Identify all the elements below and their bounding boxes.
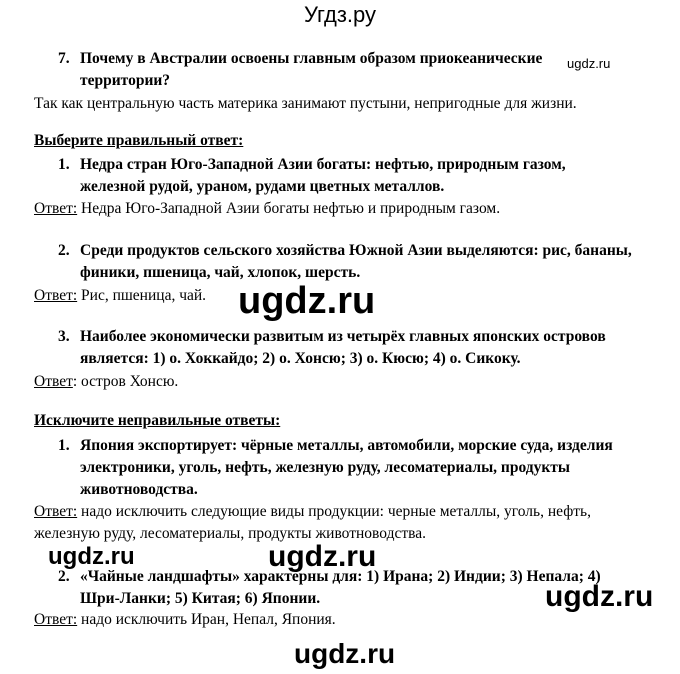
watermark: ugdz.ru [268,540,377,573]
question-text: «Чайные ландшафты» характерны для: 1) Ирана; 2) Индии; 3) Непала; 4) [80,568,601,585]
section-heading-choose: Выберите правильный ответ: [34,132,244,149]
watermark: ugdz.ru [238,280,376,322]
choose-answer-1 [34,198,500,220]
section-heading-exclude: Исключите неправильные ответы: [34,412,281,429]
question-number: 2. [58,568,70,585]
answer-text-line: железную руду, лесоматериалы, продукты животноводства. [34,525,426,542]
question-number: 2. [58,242,70,259]
question-text-line: является: 1) о. Хоккайдо; 2) о. Хонсю; 3) о. Кюсю; 4) о. Сикоку. [80,350,521,367]
choose-answer-3 [34,371,178,393]
answer-label: Ответ: [34,200,78,217]
exclude-question-1 [58,435,613,457]
watermark: ugdz.ru [48,543,135,570]
question-7 [58,48,542,70]
site-title[interactable]: Угдз.ру [303,2,377,27]
question-text-line: железной рудой, ураном, рудами цветных металлов. [80,178,445,195]
question-number: 1. [58,437,70,454]
question-7-line2: территории? [80,72,171,89]
question-text-line: животноводства. [80,481,198,498]
question-text: Недра стран Юго-Западной Азии богаты: нефтью, природным газом, [80,156,566,173]
answer-label: Ответ: [34,287,78,304]
choose-question-1 [58,154,566,176]
answer-text: надо исключить Иран, Непал, Япония. [77,611,336,628]
exclude-question-2 [58,566,601,588]
choose-question-3 [58,326,606,348]
exclude-answer-1 [34,501,591,523]
choose-answer-2 [34,285,206,307]
question-text-line: электроники, уголь, нефть, железную руду, лесоматериалы, продукты [80,459,571,476]
answer-text: надо исключить следующие виды продукции: черные металлы, уголь, нефть, [77,503,591,520]
question-number: 7. [58,50,70,67]
question-text: Среди продуктов сельского хозяйства Южной Азии выделяются: рис, бананы, [80,242,632,259]
question-text: Наиболее экономически развитым из четырёх главных японских островов [80,328,606,345]
watermark: ugdz.ru [294,638,396,669]
question-text-line: финики, пшеница, чай, хлопок, шерсть. [80,264,361,281]
watermark: ugdz.ru [545,580,654,613]
answer-7: Так как центральную часть материка занимают пустыни, непригодные для жизни. [34,95,577,112]
question-number: 3. [58,328,70,345]
answer-text: Недра Юго-Западной Азии богаты нефтью и природным газом. [77,200,501,217]
exclude-answer-2 [34,609,336,631]
answer-label: Ответ: [34,503,78,520]
question-text: Япония экспортирует: чёрные металлы, автомобили, морские суда, изделия [80,437,613,454]
answer-label: Ответ [34,373,73,390]
question-text: Почему в Австралии освоены главным образом приокеанические [80,50,543,67]
question-text-line: Шри-Ланки; 5) Китая; 6) Японии. [80,590,321,607]
question-number: 1. [58,156,70,173]
choose-question-2 [58,240,632,262]
answer-text: : остров Хонсю. [72,373,179,390]
watermark: ugdz.ru [567,56,611,71]
answer-text: Рис, пшеница, чай. [77,287,207,304]
answer-label: Ответ: [34,611,78,628]
